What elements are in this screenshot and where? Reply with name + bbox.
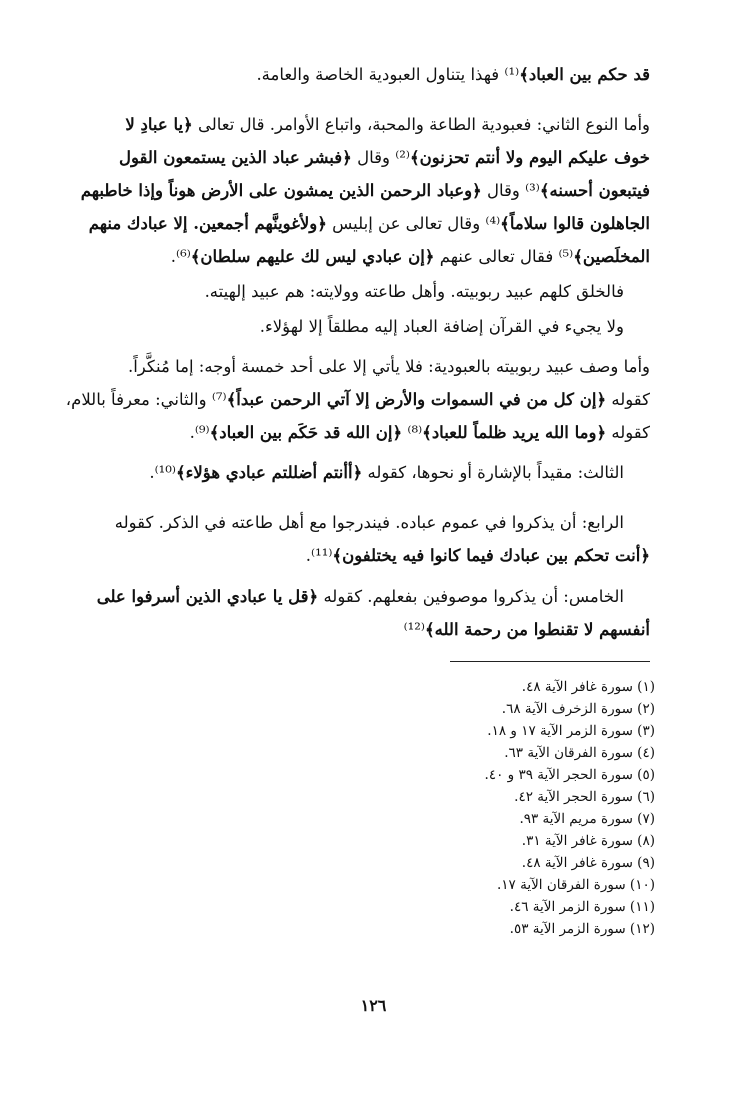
footnote: (٢) سورة الزخرف الآية ٦٨. (501, 701, 655, 717)
quran-quote: ﴿أنت تحكم بين عبادك فيما كانوا فيه يختلفون﴾ (332, 546, 650, 565)
quran-quote: فيتبعون أحسنه﴾ (539, 181, 650, 200)
text-segment: ⁽⁷⁾ والثاني: معرفاً باللام، (65, 390, 227, 409)
quran-quote: ﴿إن الله قد حَكَم بين العباد﴾ (209, 423, 403, 442)
text-line (38, 613, 650, 646)
text-segment: ⁽¹⁾ فهذا يتناول العبودية الخاصة والعامة. (256, 65, 520, 84)
footnote: (٥) سورة الحجر الآية ٣٩ و ٤٠. (484, 767, 655, 783)
quran-quote: ﴿يا عبادِ لا (125, 115, 193, 134)
text-line (38, 108, 650, 141)
footnote: (٩) سورة غافر الآية ٤٨. (521, 855, 655, 871)
quran-quote: ﴿فبشر عباد الذين يستمعون القول (118, 148, 352, 167)
quran-quote: أنفسهم لا تقنطوا من رحمة الله﴾ (424, 620, 650, 639)
quran-quote: ﴿إن عبادي ليس لك عليهم سلطان﴾ (190, 247, 435, 266)
footnote: (٨) سورة غافر الآية ٣١. (521, 833, 655, 849)
text-segment: فالخلق كلهم عبيد ربوبيته. وأهل طاعته وولايته: هم عبيد إلهيته. (204, 282, 624, 301)
text-line (38, 350, 650, 383)
quran-quote: قد حكم بين العباد﴾ (519, 65, 650, 84)
footnote: (٧) سورة مريم الآية ٩٣. (519, 811, 655, 827)
text-line (38, 207, 650, 240)
text-line (38, 539, 650, 572)
text-segment: ⁽¹⁰⁾. (149, 463, 176, 482)
text-segment: الخامس: أن يذكروا موصوفين بفعلهم. كقوله (318, 587, 624, 606)
text-line (38, 240, 650, 273)
text-line (38, 141, 650, 174)
text-segment: الرابع: أن يذكروا في عموم عباده. فيندرجوا مع أهل طاعته في الذكر. كقوله (114, 513, 624, 532)
text-segment: وأما النوع الثاني: فعبودية الطاعة والمحبة، واتباع الأوامر. قال تعالى (192, 115, 650, 134)
quran-quote: الجاهلون قالوا سلاماً﴾ (500, 214, 650, 233)
text-line (38, 506, 650, 539)
quran-quote: ﴿وعباد الرحمن الذين يمشون على الأرض هوناً وإذا خاطبهم (80, 181, 482, 200)
text-segment: ⁽³⁾ وقال (481, 181, 540, 200)
footnote: (٣) سورة الزمر الآية ١٧ و ١٨. (487, 723, 655, 739)
footnote: (٤) سورة الفرقان الآية ٦٣. (504, 745, 655, 761)
quran-quote: المخلَصين﴾ (573, 247, 650, 266)
footnote: (١) سورة غافر الآية ٤٨. (521, 679, 655, 695)
text-segment: الثالث: مقيداً بالإشارة أو نحوها، كقوله (362, 463, 624, 482)
page-number: ١٢٦ (360, 996, 387, 1015)
text-segment: ⁽²⁾ وقال (351, 148, 410, 167)
text-line (38, 275, 650, 308)
text-segment: ⁽⁹⁾. (189, 423, 210, 442)
quran-quote: خوف عليكم اليوم ولا أنتم تحزنون﴾ (409, 148, 650, 167)
footnote: (١٢) سورة الزمر الآية ٥٣. (509, 921, 655, 937)
quran-quote: ﴿وما الله يريد ظلماً للعباد﴾ (422, 423, 607, 442)
text-segment: ⁽⁵⁾ فقال تعالى عنهم (434, 247, 574, 266)
quran-quote: ﴿أأنتم أضللتم عبادي هؤلاء﴾ (175, 463, 363, 482)
footnote: (٦) سورة الحجر الآية ٤٢. (514, 789, 655, 805)
footnote: (١١) سورة الزمر الآية ٤٦. (509, 899, 655, 915)
text-line (38, 416, 650, 449)
text-line (38, 383, 650, 416)
text-line (38, 310, 650, 343)
text-segment: ولا يجيء في القرآن إضافة العباد إليه مطلقاً إلا لهؤلاء. (259, 317, 624, 336)
text-segment: ⁽⁸⁾ (402, 423, 423, 442)
footnote-divider (450, 661, 650, 662)
text-segment: ⁽¹¹⁾. (305, 546, 333, 565)
text-segment: ⁽⁶⁾. (170, 247, 191, 266)
quran-quote: ﴿إن كل من في السموات والأرض إلا آتي الرحمن عبداً﴾ (226, 390, 607, 409)
text-segment: ⁽¹²⁾ (403, 620, 425, 639)
text-line (38, 456, 650, 489)
quran-quote: ﴿ولأغوينَّهم أجمعين. إلا عبادك منهم (88, 214, 327, 233)
footnotes (200, 676, 655, 940)
text-line (38, 580, 650, 613)
text-line (38, 58, 650, 91)
text-segment: كقوله (606, 390, 650, 409)
footnote: (١٠) سورة الفرقان الآية ١٧. (497, 877, 655, 893)
text-segment: ⁽⁴⁾ وقال تعالى عن إبليس (326, 214, 501, 233)
text-line (38, 174, 650, 207)
text-segment: وأما وصف عبيد ربوبيته بالعبودية: فلا يأتي إلا على أحد خمسة أوجه: إما مُنكَّراً. (127, 357, 650, 376)
text-segment: كقوله (606, 423, 650, 442)
quran-quote: ﴿قل يا عبادي الذين أسرفوا على (96, 587, 319, 606)
